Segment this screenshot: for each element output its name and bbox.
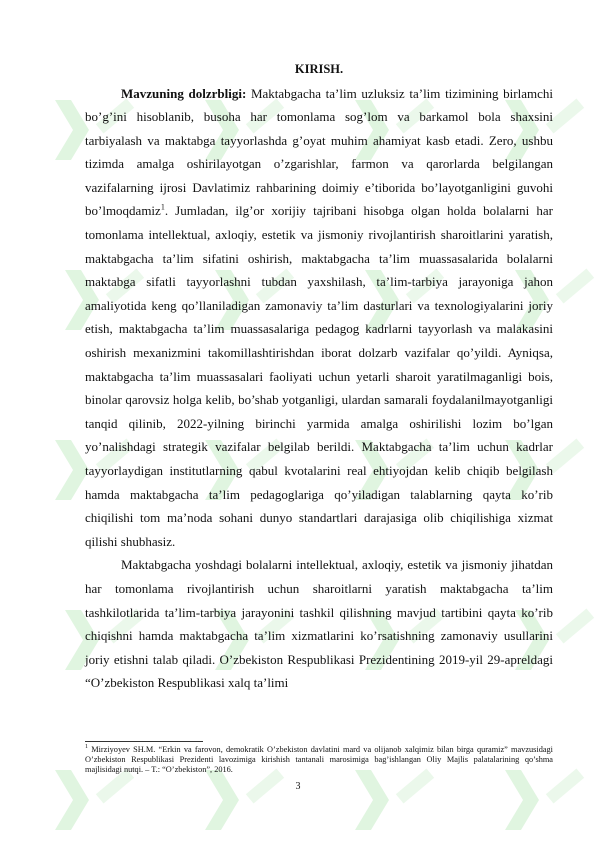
paragraph-text-continued: . Jumladan, ilg’or xorijiy tajribani hisobga olgan holda bolalarni har tomonlama intellektual, axloqiy, estetik va jismoniy rivojlantirish sharoitlarini yaratish, maktabgacha ta’lim sifatini oshirish, maktabgacha ta’lim muassasalarida bolalarni maktabga sifatli tayyorlashni tubdan yaxshilash, ta’lim-tarbiya jarayoniga jahon amaliyotida keng qo’llaniladigan zamonaviy ta’lim dasturlari va texnologiyalarini joriy etish, maktabgacha ta’lim muassasalariga pedagog kadrlarni tayyorlash va malakasini oshirish mexanizmini takomillashtirishdan iborat dolzarb vazifalar qo’yildi. Ayniqsa, maktabgacha ta’lim muassasalari faoliyati uchun yetarli sharoit yaratilmaganligi bois, binolar qarovsiz holga kelib, bo’shab yotganligi, ulardan samarali foydalanilmayotganligi tanqid qilinib, 2022-yilning birinchi yarmida amalga oshirilishi lozim bo’lgan yo’nalishdagi strategik vazifalar belgilab berildi. Maktabgacha ta’lim uchun kadrlar tayyorlaydigan institutlarning qabul kvotalarini real ehtiyojdan kelib chiqib belgilash hamda maktabgacha ta’lim pedagoglariga qo’yiladigan talablarning qayta ko’rib chiqilishi tom ma’noda sohani dunyo standartlari darajasiga olib chiqilishiga xizmat qilishi shubhasiz.	[85, 203, 553, 549]
footnote-number: 1	[85, 744, 88, 751]
footnote-text	[85, 745, 553, 776]
watermark-arrow	[505, 770, 539, 830]
footnote-block	[85, 741, 553, 776]
footnote-reference[interactable]: 1	[160, 203, 165, 213]
watermark-stroke	[556, 609, 594, 644]
page-title: KIRISH.	[294, 62, 344, 76]
watermark-arrow	[355, 770, 389, 830]
paragraph-text: Maktabgacha ta’lim uzluksiz ta’lim tizimining birlamchi bo’g’ini hisoblanib, busoha har tomonlama sog’lom va barkamol bola shaxsini tarbiyalash va maktabga tayyorlashda g’oyat muhim ahamiyat kasb etadi. Zero, ushbu tizimda amalga oshirilayotgan o’zgarishlar, farmon va qarorlarda belgilangan vazifalarning ijrosi Davlatimiz rahbarining doimiy e’tiborida bo’layotganligini guvohi bo’lmoqdamiz	[85, 85, 553, 219]
footnote-divider	[85, 741, 203, 742]
watermark-stroke	[556, 269, 594, 304]
paragraph-heading: Mavzuning dolzrbligi:	[121, 85, 247, 101]
footnote-body: Mirziyoyev SH.M. “Erkin va farovon, demokratik O’zbekiston davlatini mard va olijanob xalqimiz bilan birga quramiz” mavzusidagi O’zbekiston Respublikasi Prezidenti lavozimiga kirishish tantanali marosimiga bag’ishlangan Oliy Majlis palatalarining qo’shma majlisidagi nutqi. – T.: “O’zbekiston”, 2016.	[85, 745, 553, 775]
page-number: 3	[295, 781, 301, 792]
paragraph-relevance	[85, 82, 553, 554]
watermark-arrow	[205, 770, 239, 830]
watermark-arrow	[55, 100, 89, 160]
paragraph-second: Maktabgacha yoshdagi bolalarni intellektual, axloqiy, estetik va jismoniy jihatdan har tomonlama rivojlantirish uchun sharoitlarni yaratish maktabgacha ta’lim tashkilotlarida ta’lim-tarbiya jarayonini tashkil qilishning mavjud tartibini qayta ko’rib chiqishni hamda maktabgacha ta’lim xizmatlarini ko’rsatishning zamonaviy usullarini joriy etishni talab qiladi. O’zbekiston Respublikasi Prezidentining 2019-yil 29-apreldagi “O’zbekiston Respublikasi xalq ta’limi	[85, 557, 553, 691]
watermark-arrow	[55, 440, 89, 500]
main-content	[85, 58, 553, 695]
watermark-arrow	[55, 770, 89, 830]
